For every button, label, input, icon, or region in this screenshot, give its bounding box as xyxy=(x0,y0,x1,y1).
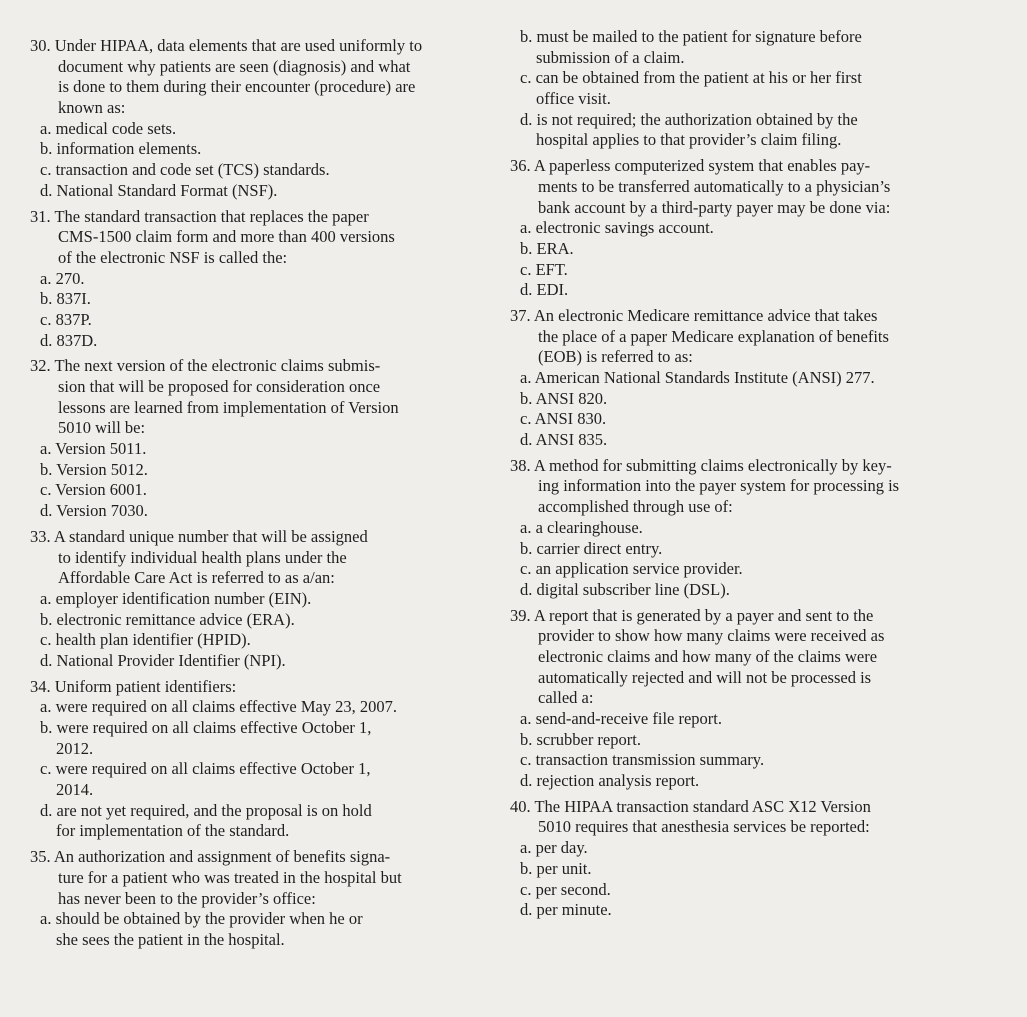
answer-option-line: office visit. xyxy=(536,89,611,109)
left-column xyxy=(30,36,500,951)
answer-option-line: c. ANSI 830. xyxy=(520,409,607,429)
question-text-line: electronic claims and how many of the claims were xyxy=(538,646,878,666)
question-text-line: accomplished through use of: xyxy=(538,497,733,517)
answer-option-line: c. transaction transmission summary. xyxy=(520,750,765,770)
question-text-line: ing information into the payer system for processing is xyxy=(538,476,900,496)
answer-option-line: d. digital subscriber line (DSL). xyxy=(520,579,730,599)
answer-option-line: a. Version 5011. xyxy=(40,439,147,459)
answer-option-line: c. were required on all claims effective October 1, xyxy=(40,759,371,779)
answer-option-line: c. Version 6001. xyxy=(40,480,147,500)
question-text-line: (EOB) is referred to as: xyxy=(538,347,693,367)
question-text-line: known as: xyxy=(58,98,126,118)
question-text-line: ments to be transferred automatically to a physician’s xyxy=(538,176,891,196)
answer-option-line: b. were required on all claims effective October 1, xyxy=(40,718,372,737)
answer-option-line: d. ANSI 835. xyxy=(520,430,608,450)
answer-option-line: hospital applies to that provider’s claim filing. xyxy=(536,130,842,150)
answer-option-line: a. were required on all claims effective May 23, 2007. xyxy=(40,697,398,717)
question-text-line: of the electronic NSF is called the: xyxy=(58,247,288,267)
question-text-line: 5010 will be: xyxy=(58,418,146,438)
question-text-line: ture for a patient who was treated in the hospital but xyxy=(58,867,402,887)
answer-option-line: c. transaction and code set (TCS) standards. xyxy=(40,160,330,180)
question-stem-line: 30. Under HIPAA, data elements that are used uniformly to xyxy=(30,36,423,55)
question-stem-line: 32. The next version of the electronic claims submis- xyxy=(30,356,381,376)
question-stem-line: 40. The HIPAA transaction standard ASC X12 Version xyxy=(510,796,871,816)
question-text-line: lessons are learned from implementation of Version xyxy=(58,397,399,417)
answer-option-line: c. EFT. xyxy=(520,259,568,279)
answer-option-line: a. send-and-receive file report. xyxy=(520,709,723,728)
answer-option-line: 2014. xyxy=(56,780,94,800)
question-text-line: Affordable Care Act is referred to as a/an: xyxy=(58,568,335,588)
answer-option-line: submission of a claim. xyxy=(536,47,685,67)
question-text-line: automatically rejected and will not be processed is xyxy=(538,667,872,687)
question-text-line: provider to show how many claims were received as xyxy=(538,626,885,646)
answer-option-line: she sees the patient in the hospital. xyxy=(56,929,285,949)
answer-option-line: b. Version 5012. xyxy=(40,459,148,479)
question-stem-line: 39. A report that is generated by a payer and sent to the xyxy=(510,605,874,625)
answer-option-line: c. 837P. xyxy=(40,309,92,329)
answer-option-line: d. are not yet required, and the proposal is on hold xyxy=(40,800,372,820)
answer-option-line: a. should be obtained by the provider when he or xyxy=(40,909,363,929)
question-stem-line: 34. Uniform patient identifiers: xyxy=(30,676,237,696)
answer-option-line: c. health plan identifier (HPID). xyxy=(40,630,251,650)
answer-option-line: d. Version 7030. xyxy=(40,501,148,521)
answer-option-line: d. National Standard Format (NSF). xyxy=(40,180,278,200)
answer-option-line: d. 837D. xyxy=(40,330,98,350)
question-text-line: document why patients are seen (diagnosis) and what xyxy=(58,56,411,76)
answer-option-line: c. an application service provider. xyxy=(520,559,743,579)
question-stem-line: 31. The standard transaction that replaces the paper xyxy=(30,206,369,226)
answer-option-line: b. ANSI 820. xyxy=(520,388,608,408)
answer-option-line: b. 837I. xyxy=(40,289,91,309)
answer-option-line: a. employer identification number (EIN). xyxy=(40,588,312,608)
question-text-line: bank account by a third-party payer may be done via: xyxy=(538,197,891,217)
answer-option-line: a. medical code sets. xyxy=(40,118,177,138)
question-text-line: is done to them during their encounter (procedure) are xyxy=(58,77,416,97)
answer-option-line: for implementation of the standard. xyxy=(56,821,290,841)
answer-option-line: b. scrubber report. xyxy=(520,729,641,749)
question-text-line: 5010 requires that anesthesia services be reported: xyxy=(538,817,870,837)
answer-option-line: b. per unit. xyxy=(520,858,592,878)
question-stem-line: 37. An electronic Medicare remittance advice that takes xyxy=(510,305,878,325)
answer-option-line: c. per second. xyxy=(520,879,611,899)
question-text-line: CMS-1500 claim form and more than 400 versions xyxy=(58,227,395,247)
answer-option-line: a. electronic savings account. xyxy=(520,218,714,238)
answer-option-line: b. information elements. xyxy=(40,139,202,159)
question-stem-line: 35. An authorization and assignment of benefits signa- xyxy=(30,847,391,867)
answer-option-line: a. 270. xyxy=(40,268,85,288)
question-text-line: to identify individual health plans under the xyxy=(58,547,347,567)
answer-option-line: a. a clearinghouse. xyxy=(520,517,643,537)
answer-option-line: b. must be mailed to the patient for signature before xyxy=(520,27,862,46)
question-text-line: the place of a paper Medicare explanation of benefits xyxy=(538,326,889,346)
answer-option-line: d. rejection analysis report. xyxy=(520,771,700,791)
answer-option-line: d. is not required; the authorization obtained by the xyxy=(520,109,858,129)
answer-option-line: a. American National Standards Institute (ANSI) 277. xyxy=(520,368,875,387)
answer-option-line: c. can be obtained from the patient at his or her first xyxy=(520,68,862,88)
question-text-line: has never been to the provider’s office: xyxy=(58,888,316,908)
answer-option-line: b. electronic remittance advice (ERA). xyxy=(40,609,295,629)
answer-option-line: 2012. xyxy=(56,738,94,758)
answer-option-line: d. per minute. xyxy=(520,900,612,920)
answer-option-line: a. per day. xyxy=(520,838,588,858)
answer-option-line: d. National Provider Identifier (NPI). xyxy=(40,650,286,670)
question-text-line: sion that will be proposed for consideration once xyxy=(58,377,381,396)
question-text-line: called a: xyxy=(538,688,594,708)
question-stem-line: 33. A standard unique number that will be assigned xyxy=(30,526,368,546)
question-stem-line: 36. A paperless computerized system that enables pay- xyxy=(510,156,871,176)
answer-option-line: b. carrier direct entry. xyxy=(520,538,663,558)
question-stem-line: 38. A method for submitting claims electronically by key- xyxy=(510,455,892,475)
answer-option-line: b. ERA. xyxy=(520,238,574,258)
answer-option-line: d. EDI. xyxy=(520,280,569,300)
right-column xyxy=(510,27,1000,921)
